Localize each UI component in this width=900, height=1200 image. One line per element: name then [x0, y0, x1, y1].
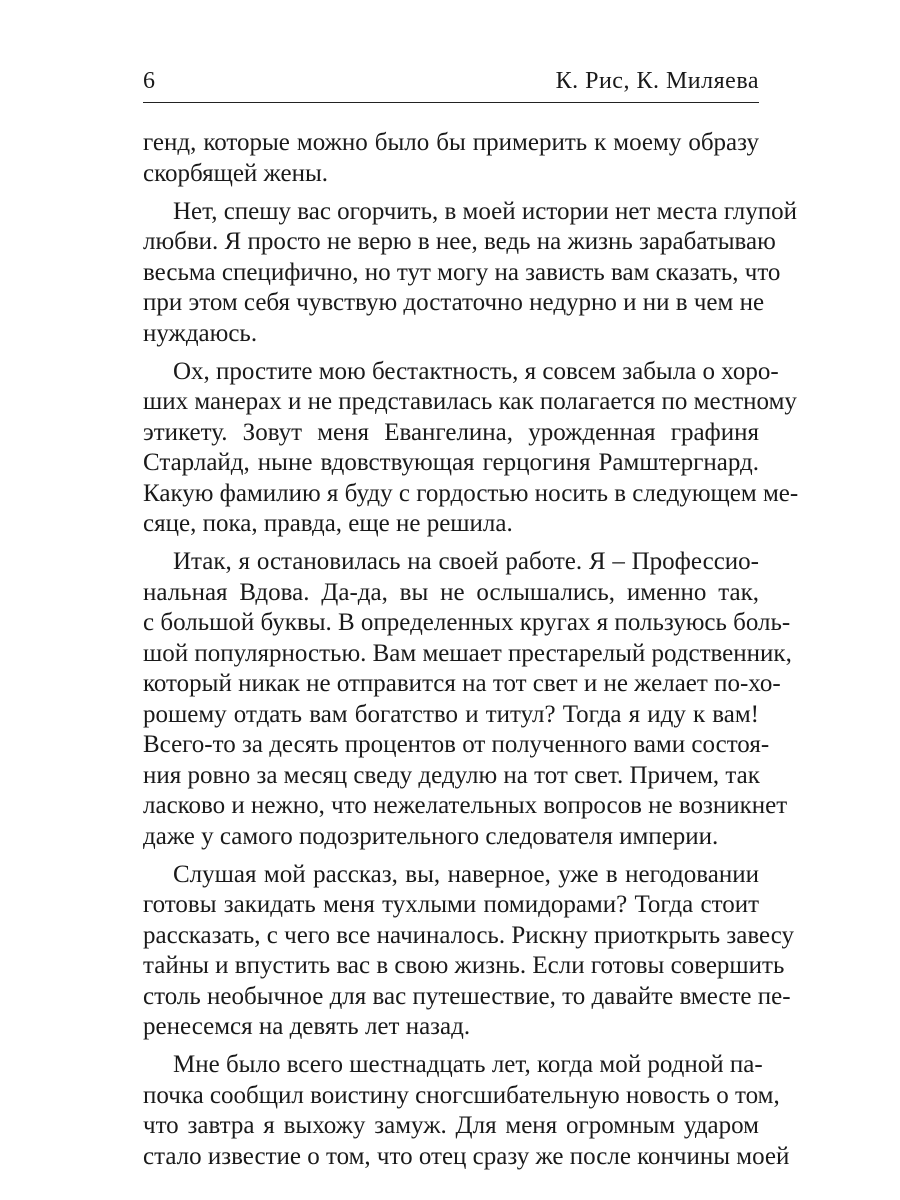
text-line: что завтра я выхожу замуж. Для меня огромным ударом	[143, 1112, 759, 1139]
text-line: рассказать, с чего все начиналось. Рискну приоткрыть завесу	[143, 921, 794, 949]
text-line: любви. Я просто не верю в нее, ведь на жизнь зарабатываю	[143, 228, 776, 255]
text-line: Нет, спешу вас огорчить, в моей истории нет места глупой	[173, 197, 798, 225]
text-line: рошему отдать вам богатство и титул? Тогда я иду к вам!	[143, 700, 759, 728]
text-line: Ох, простите мою бестактность, я совсем забыла о хоро-	[173, 357, 779, 385]
paragraph	[143, 357, 799, 540]
text-line: при этом себя чувствую достаточно недурно и ни в чем не	[143, 289, 765, 316]
text-line: сяце, пока, правда, еще не решила.	[143, 510, 513, 537]
text-line: генд, которые можно было бы примерить к моему образу	[143, 129, 759, 156]
text-line: стало известие о том, что отец сразу же после кончины моей	[143, 1142, 790, 1170]
text-line: готовы закидать меня тухлыми помидорами? Тогда стоит	[143, 891, 759, 918]
page-number: 6	[143, 68, 155, 94]
paragraph	[143, 547, 792, 852]
text-line: который никак не отправится на тот свет и не желает по-хо-	[143, 670, 781, 697]
text-line: почка сообщил воистину сногсшибательную новость о том,	[143, 1081, 780, 1109]
running-title: К. Рис, К. Миляева	[555, 68, 759, 94]
text-line: Всего-то за десять процентов от полученного вами состоя-	[143, 731, 770, 758]
body-text	[143, 128, 799, 1180]
paragraph	[143, 197, 798, 350]
text-line: даже у самого подозрительного следователя империи.	[143, 822, 719, 850]
paragraph	[143, 1050, 790, 1172]
text-line: скорбящей жены.	[143, 159, 329, 187]
text-line: тайны и впустить вас в свою жизнь. Если готовы совершить	[143, 952, 785, 979]
text-line: Мне было всего шестнадцать лет, когда мой родной па-	[173, 1051, 763, 1078]
running-header	[143, 66, 759, 103]
text-line: с большой буквы. В определенных кругах я пользуюсь боль-	[143, 609, 791, 636]
text-line: Итак, я остановилась на своей работе. Я – Профессио-	[173, 548, 759, 575]
text-line: ния ровно за месяц сведу дедулю на тот свет. Причем, так	[143, 761, 760, 789]
text-line: весьма специфично, но тут могу на зависть вам сказать, что	[143, 258, 781, 286]
text-line: ласково и нежно, что нежелательных вопросов не возникнет	[143, 792, 788, 819]
text-line: столь необычное для вас путешествие, то давайте вместе пе-	[143, 982, 791, 1010]
text-line: Какую фамилию я буду с гордостью носить в следующем ме-	[143, 479, 799, 507]
book-page	[143, 0, 799, 1200]
text-line: Слушая мой рассказ, вы, наверное, уже в негодовании	[173, 860, 759, 888]
paragraph	[143, 860, 794, 1043]
text-line: ренесемся на девять лет назад.	[143, 1013, 471, 1040]
text-line: нальная Вдова. Да-да, вы не ослышались, именно так,	[143, 578, 759, 606]
text-line: этикету. Зовут меня Евангелина, урожденная графиня	[143, 418, 759, 446]
text-line: нуждаюсь.	[143, 319, 258, 347]
text-line: Старлайд, ныне вдовствующая герцогиня Рамштергнард.	[143, 449, 759, 476]
text-line: шой популярностью. Вам мешает престарелый родственник,	[143, 639, 792, 667]
text-line: ших манерах и не представилась как полагается по местному	[143, 388, 797, 415]
paragraph	[143, 128, 759, 189]
